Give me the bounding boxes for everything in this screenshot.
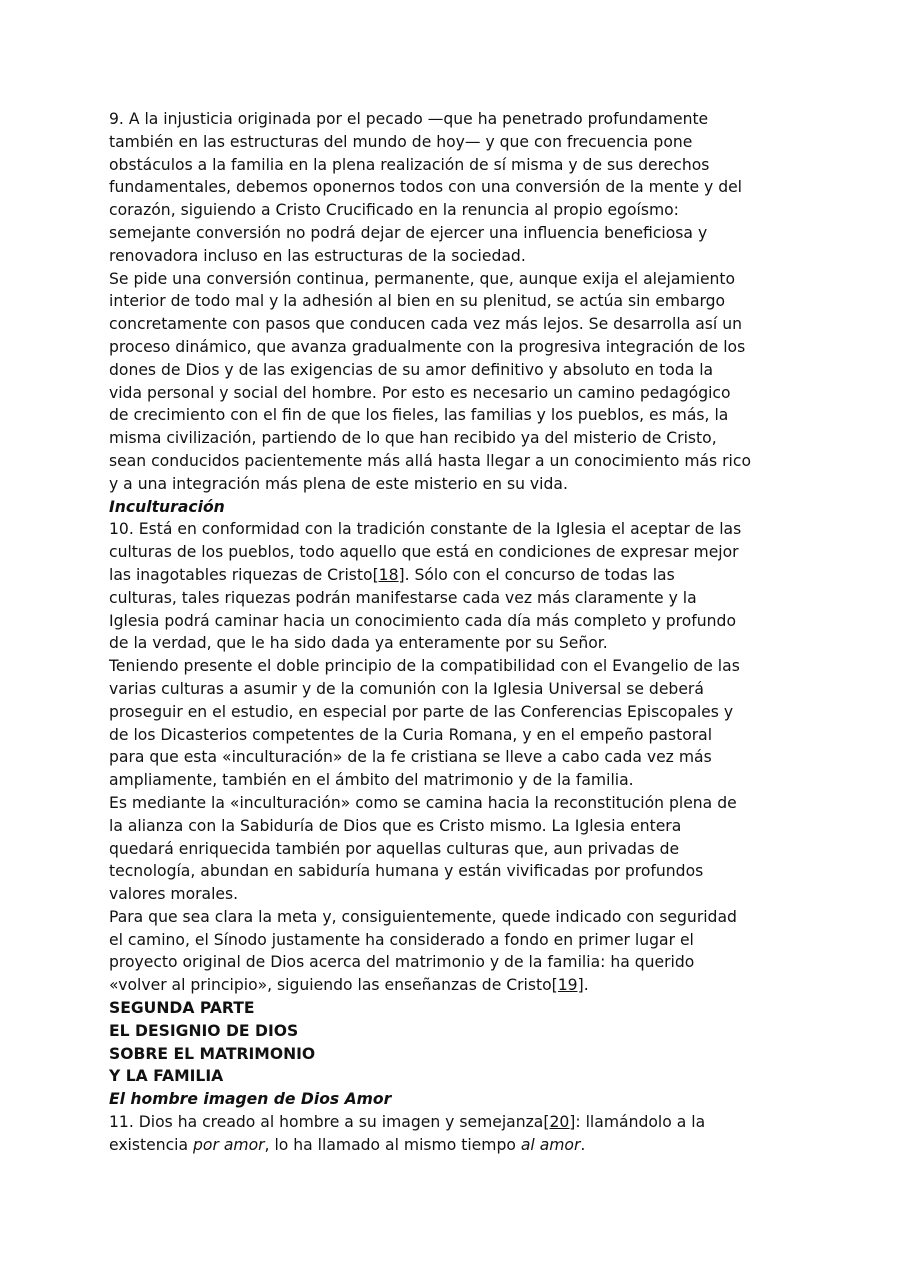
text-line: [109, 610, 751, 633]
text-segment: SOBRE EL MATRIMONIO: [109, 1044, 316, 1063]
text-line: [109, 131, 751, 154]
text-segment: semejante conversión no podrá dejar de ejercer una influencia beneficiosa y: [109, 223, 708, 242]
text-segment: SEGUNDA PARTE: [109, 999, 255, 1018]
text-segment: vida personal y social del hombre. Por esto es necesario un camino pedagógico: [109, 383, 731, 402]
footnote-link[interactable]: [19]: [551, 976, 584, 995]
text-line: [109, 108, 751, 131]
document-page: [109, 108, 751, 1157]
text-line: [109, 290, 751, 313]
text-segment: culturas, tales riquezas podrán manifestarse cada vez más claramente y la: [109, 588, 697, 607]
text-line: [109, 701, 751, 724]
text-line: [109, 1088, 751, 1111]
text-segment: también en las estructuras del mundo de hoy— y que con frecuencia pone: [109, 132, 693, 151]
text-line: [109, 883, 751, 906]
text-segment: el camino, el Sínodo justamente ha considerado a fondo en primer lugar el: [109, 930, 694, 949]
text-segment: 9. A la injusticia originada por el pecado —que ha penetrado profundamente: [109, 110, 709, 128]
text-segment: de crecimiento con el fin de que los fieles, las familias y los pueblos, es más, la: [109, 406, 729, 425]
text-segment: varias culturas a asumir y de la comunión con la Iglesia Universal se deberá: [109, 679, 704, 698]
text-segment: obstáculos a la familia en la plena realización de sí misma y de sus derechos: [109, 155, 710, 174]
section-heading: [109, 496, 751, 519]
text-line: [109, 1043, 751, 1066]
footnote-link[interactable]: [18]: [372, 565, 405, 584]
text-segment: renovadora incluso en las estructuras de la sociedad.: [109, 246, 526, 265]
paragraph: [109, 1111, 751, 1157]
text-segment: 11. Dios ha creado al hombre a su imagen y semejanza: [109, 1113, 544, 1132]
text-segment: Para que sea clara la meta y, consiguientemente, quede indicado con seguridad: [109, 907, 737, 926]
text-segment: Se pide una conversión continua, permanente, que, aunque exija el alejamiento: [109, 269, 736, 288]
text-line: [109, 997, 751, 1020]
text-segment: fundamentales, debemos oponernos todos con una conversión de la mente y del: [109, 178, 743, 197]
text-segment: «volver al principio», siguiendo las enseñanzas de Cristo: [109, 976, 552, 995]
text-segment: dones de Dios y de las exigencias de su amor definitivo y absoluto en toda la: [109, 360, 714, 379]
italic-text: al amor: [520, 1135, 581, 1154]
text-line: [109, 404, 751, 427]
text-segment: para que esta «inculturación» de la fe cristiana se lleve a cabo cada vez más: [109, 748, 712, 767]
text-segment: concretamente con pasos que conducen cada vez más lejos. Se desarrolla así un: [109, 315, 742, 334]
text-line: [109, 678, 751, 701]
paragraph: [109, 268, 751, 496]
paragraph: [109, 108, 751, 268]
text-line: [109, 359, 751, 382]
text-line: [109, 222, 751, 245]
text-line: [109, 746, 751, 769]
text-line: [109, 541, 751, 564]
text-line: [109, 815, 751, 838]
text-segment: .: [583, 976, 589, 995]
text-line: [109, 769, 751, 792]
text-line: [109, 268, 751, 291]
text-segment: proceso dinámico, que avanza gradualmente con la progresiva integración de los: [109, 337, 746, 356]
text-line: [109, 1134, 751, 1157]
text-line: [109, 906, 751, 929]
text-line: [109, 450, 751, 473]
text-segment: , lo ha llamado al mismo tiempo: [264, 1135, 521, 1154]
text-line: [109, 929, 751, 952]
text-line: [109, 154, 751, 177]
text-segment: Teniendo presente el doble principio de la compatibilidad con el Evangelio de las: [109, 657, 740, 676]
text-segment: de los Dicasterios competentes de la Curia Romana, y en el empeño pastoral: [109, 725, 713, 744]
text-line: [109, 951, 751, 974]
text-segment: existencia: [109, 1135, 194, 1154]
text-line: [109, 1111, 751, 1134]
text-segment: proyecto original de Dios acerca del matrimonio y de la familia: ha querido: [109, 953, 695, 972]
text-segment: EL DESIGNIO DE DIOS: [109, 1021, 299, 1040]
text-line: [109, 313, 751, 336]
text-segment: Es mediante la «inculturación» como se camina hacia la reconstitución plena de: [109, 793, 737, 812]
text-line: [109, 724, 751, 747]
text-segment: ampliamente, también en el ámbito del matrimonio y de la familia.: [109, 771, 634, 790]
text-segment: .: [580, 1135, 586, 1154]
text-line: [109, 860, 751, 883]
text-line: [109, 838, 751, 861]
text-line: [109, 974, 751, 997]
text-segment: quedará enriquecida también por aquellas culturas que, aun privadas de: [109, 839, 680, 858]
text-segment: la alianza con la Sabiduría de Dios que es Cristo mismo. La Iglesia entera: [109, 816, 682, 835]
text-line: [109, 632, 751, 655]
text-line: [109, 176, 751, 199]
text-segment: : llamándolo a la: [575, 1113, 706, 1132]
section-heading: [109, 1088, 751, 1111]
text-line: [109, 382, 751, 405]
text-segment: sean conducidos pacientemente más allá hasta llegar a un conocimiento más rico: [109, 451, 752, 470]
text-line: [109, 245, 751, 268]
footnote-link[interactable]: [20]: [543, 1113, 576, 1132]
text-line: [109, 473, 751, 496]
text-segment: Iglesia podrá caminar hacia un conocimiento cada día más completo y profundo: [109, 611, 736, 630]
text-line: [109, 655, 751, 678]
paragraph: [109, 906, 751, 997]
text-line: [109, 518, 751, 541]
text-line: [109, 792, 751, 815]
text-line: [109, 1065, 751, 1088]
text-line: [109, 496, 751, 519]
section-heading: [109, 997, 751, 1088]
text-segment: las inagotables riquezas de Cristo: [109, 565, 373, 584]
text-segment: valores morales.: [109, 885, 239, 904]
paragraph: [109, 518, 751, 655]
text-line: [109, 427, 751, 450]
text-segment: misma civilización, partiendo de lo que han recibido ya del misterio de Cristo,: [109, 429, 717, 448]
paragraph: [109, 655, 751, 792]
text-segment: El hombre imagen de Dios Amor: [109, 1090, 392, 1109]
text-segment: culturas de los pueblos, todo aquello que está en condiciones de expresar mejor: [109, 543, 739, 562]
text-line: [109, 199, 751, 222]
text-segment: 10. Está en conformidad con la tradición constante de la Iglesia el aceptar de las: [109, 520, 742, 539]
text-segment: tecnología, abundan en sabiduría humana y están vivificadas por profundos: [109, 862, 704, 881]
text-segment: Inculturación: [109, 497, 225, 516]
text-segment: de la verdad, que le ha sido dada ya enteramente por su Señor.: [109, 634, 608, 653]
text-segment: proseguir en el estudio, en especial por parte de las Conferencias Episcopales y: [109, 702, 734, 721]
text-segment: y a una integración más plena de este misterio en su vida.: [109, 474, 568, 493]
text-line: [109, 336, 751, 359]
text-line: [109, 564, 751, 587]
italic-text: por amor: [193, 1135, 265, 1154]
text-segment: corazón, siguiendo a Cristo Crucificado en la renuncia al propio egoísmo:: [109, 201, 679, 220]
text-segment: . Sólo con el concurso de todas las: [404, 565, 675, 584]
text-segment: interior de todo mal y la adhesión al bien en su plenitud, se actúa sin embargo: [109, 292, 726, 311]
paragraph: [109, 792, 751, 906]
text-segment: Y LA FAMILIA: [109, 1067, 224, 1086]
text-line: [109, 587, 751, 610]
text-line: [109, 1020, 751, 1043]
